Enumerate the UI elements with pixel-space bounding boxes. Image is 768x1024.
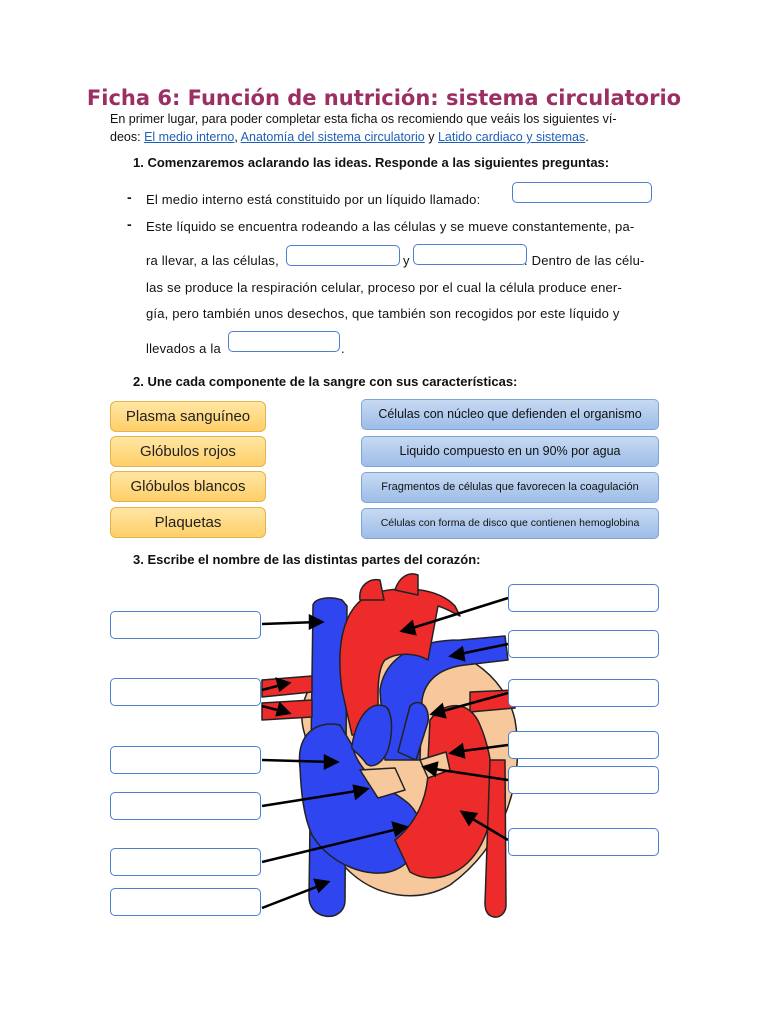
question-3-heading: 3. Escribe el nombre de las distintas partes del corazón: — [133, 552, 481, 567]
heart-label-field-11[interactable] — [508, 766, 659, 794]
q1-text-line-1: Este líquido se encuentra rodeando a las células y se mueve constantemente, pa- — [146, 219, 635, 234]
q1-text-line-4: gía, pero también unos desechos, que también son recogidos por este líquido y — [146, 306, 620, 321]
q1-text-line-2c: . Dentro de las célu- — [524, 253, 645, 268]
heart-label-field-4[interactable] — [110, 792, 261, 820]
q1-text-line-5b: . — [341, 341, 345, 356]
video-link-medio-interno[interactable]: El medio interno — [144, 130, 235, 144]
video-link-latido[interactable]: Latido cardiaco y sistemas — [437, 130, 586, 144]
term-plaquetas[interactable]: Plaquetas — [110, 507, 266, 538]
page-title: Ficha 6: Función de nutrición: sistema circulatorio — [86, 86, 682, 110]
bullet-dash-2: - — [127, 216, 132, 232]
intro-sep-1: , — [234, 130, 241, 144]
description-2[interactable]: Liquido compuesto en un 90% por agua — [361, 436, 659, 467]
heart-label-field-10[interactable] — [508, 731, 659, 759]
heart-label-field-12[interactable] — [508, 828, 659, 856]
intro-line-1: En primer lugar, para poder completar esta ficha os recomiendo que veáis los siguientes ví- — [110, 112, 617, 126]
term-globulos-rojos[interactable]: Glóbulos rojos — [110, 436, 266, 467]
heart-label-field-9[interactable] — [508, 679, 659, 707]
intro-sep-2: y — [424, 130, 438, 144]
heart-label-field-2[interactable] — [110, 678, 261, 706]
heart-label-field-8[interactable] — [508, 630, 659, 658]
description-4[interactable]: Células con forma de disco que contienen hemoglobina — [361, 508, 659, 539]
term-globulos-blancos[interactable]: Glóbulos blancos — [110, 471, 266, 502]
heart-label-field-5[interactable] — [110, 848, 261, 876]
video-link-anatomia[interactable]: Anatomía del sistema circulatorio — [240, 130, 425, 144]
q1-text-line-5a: llevados a la — [146, 341, 221, 356]
q1-text-line-2a: ra llevar, a las células, — [146, 253, 279, 268]
heart-label-field-6[interactable] — [110, 888, 261, 916]
term-plasma[interactable]: Plasma sanguíneo — [110, 401, 266, 432]
question-1-heading: 1. Comenzaremos aclarando las ideas. Responde a las siguientes preguntas: — [133, 155, 610, 170]
bullet-dash-1: - — [127, 189, 132, 205]
q1-text-line-3: las se produce la respiración celular, proceso por el cual la célula produce ener- — [146, 280, 622, 295]
heart-label-field-3[interactable] — [110, 746, 261, 774]
question-2-heading: 2. Une cada componente de la sangre con sus características: — [133, 374, 518, 389]
intro-prefix: deos: — [110, 130, 145, 144]
q1-text-line-2b: y — [403, 253, 410, 268]
intro-end: . — [585, 130, 589, 144]
q1-text-medio-interno: El medio interno está constituido por un líquido llamado: — [146, 192, 481, 207]
heart-label-field-7[interactable] — [508, 584, 659, 612]
description-3[interactable]: Fragmentos de células que favorecen la coagulación — [361, 472, 659, 503]
heart-label-field-1[interactable] — [110, 611, 261, 639]
description-1[interactable]: Células con núcleo que defienden el organismo — [361, 399, 659, 430]
